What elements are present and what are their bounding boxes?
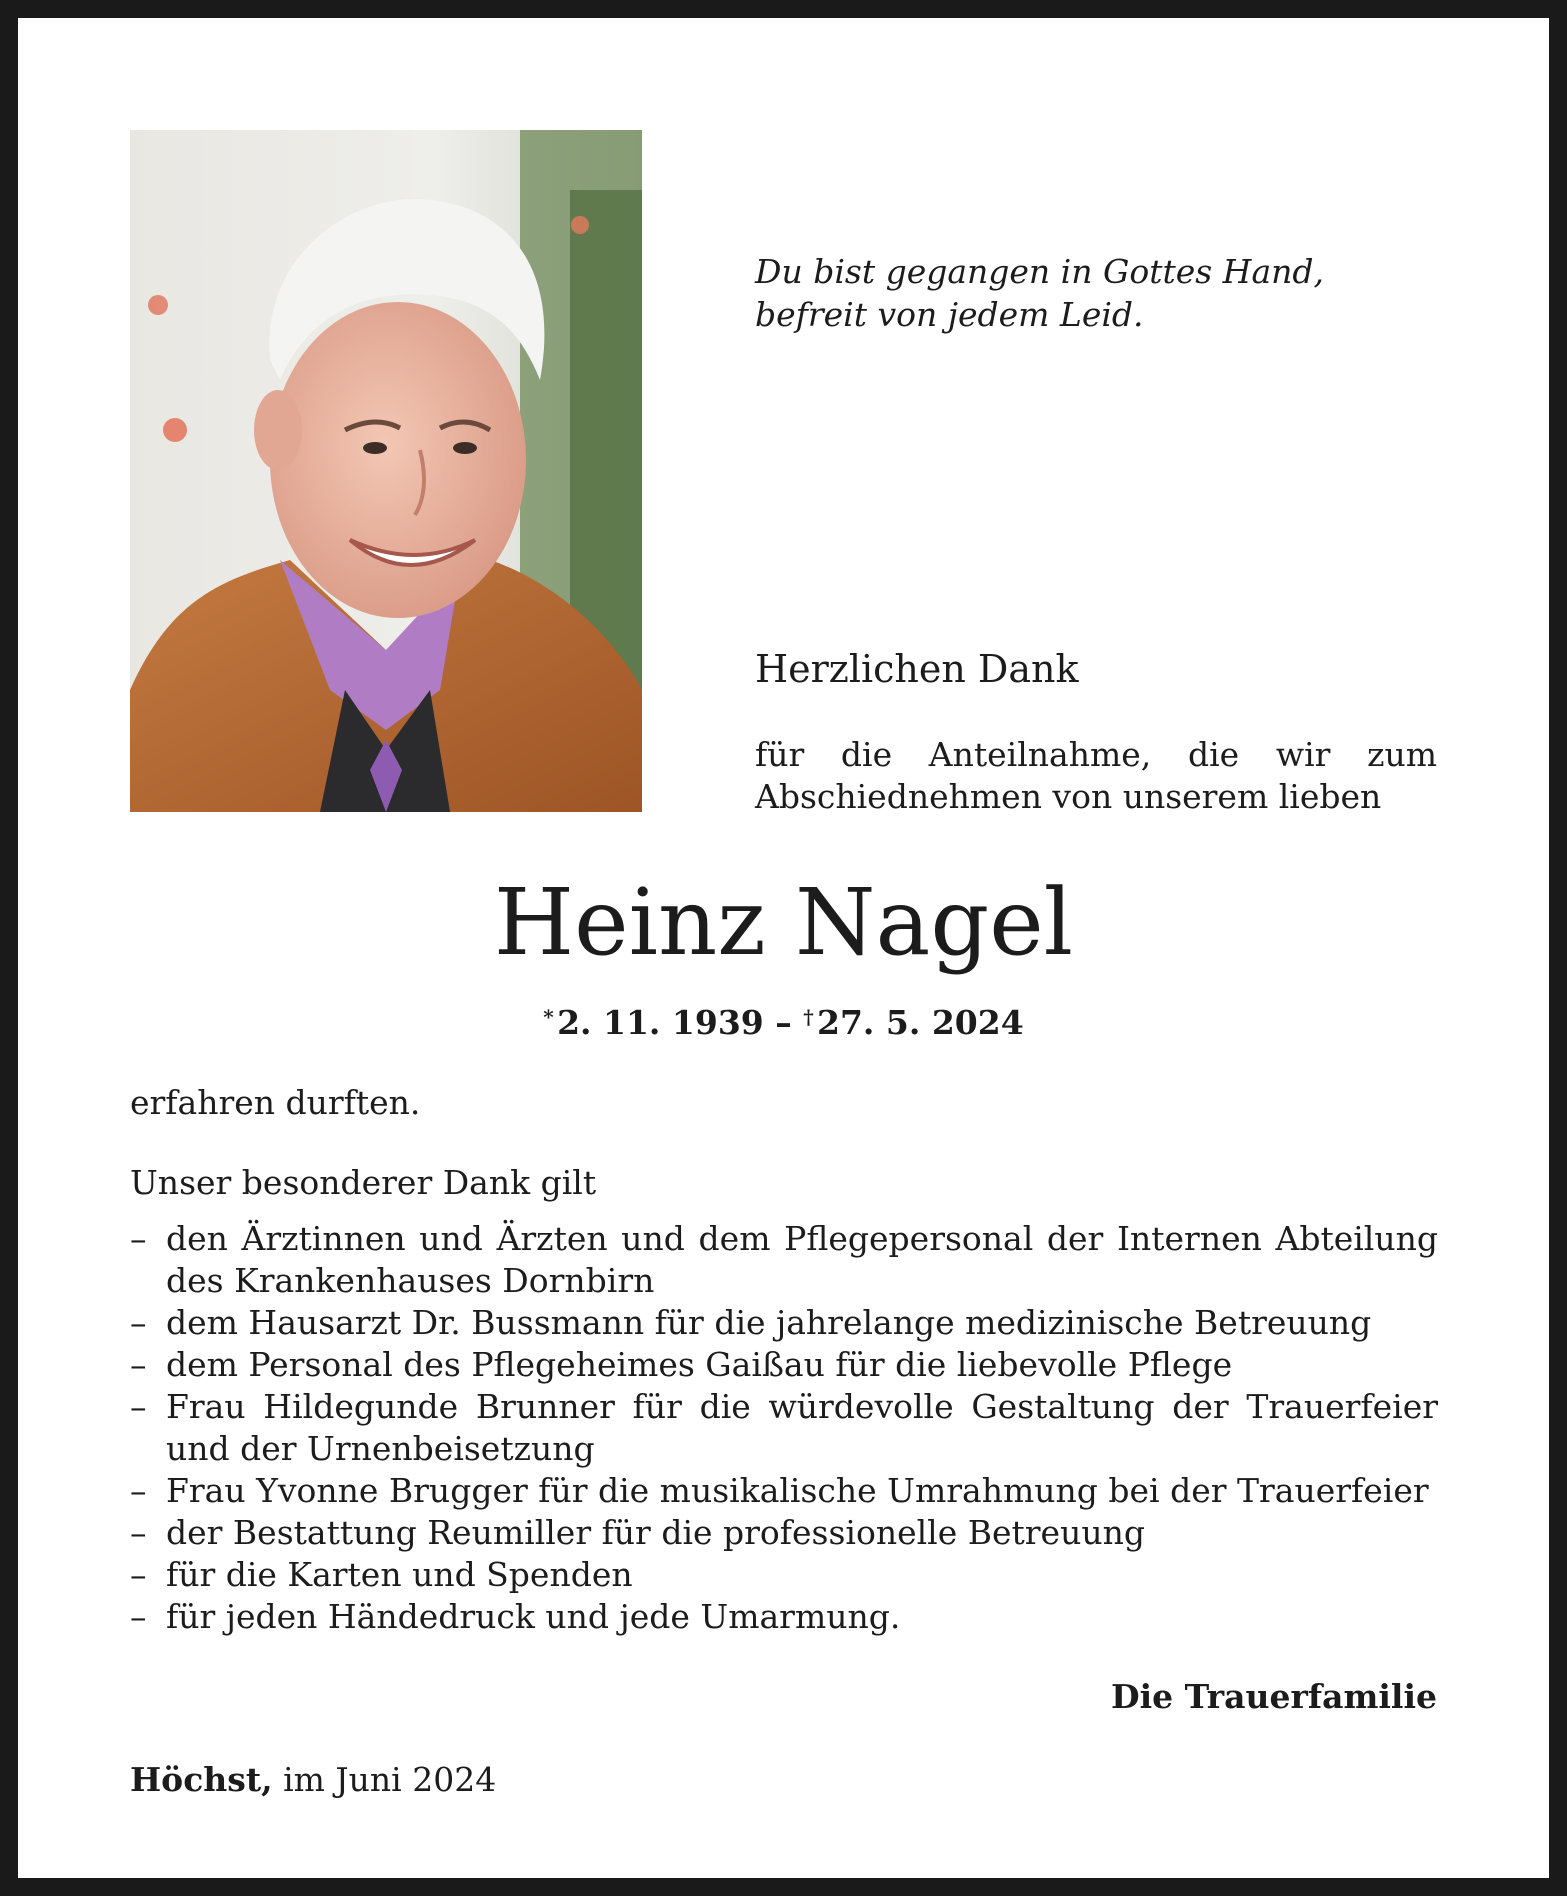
dash: – bbox=[130, 1303, 147, 1342]
place-town: Höchst, bbox=[130, 1760, 273, 1799]
deceased-name: Heinz Nagel bbox=[493, 869, 1074, 976]
dash: – bbox=[130, 1597, 147, 1636]
list-item bbox=[130, 1386, 1438, 1470]
quote-line: befreit von jedem Leid. bbox=[755, 295, 1144, 334]
list-item-text: Frau Hildegunde Brunner für die würdevolle Gestaltung der Trauerfeier und der Urnenbeisetzung bbox=[166, 1387, 1438, 1468]
signature: Die Trauerfamilie bbox=[1110, 1677, 1437, 1716]
thanks-text bbox=[755, 734, 1437, 818]
list-item-text: für die Karten und Spenden bbox=[166, 1555, 633, 1594]
portrait-photo bbox=[130, 130, 642, 812]
dash: – bbox=[130, 1387, 147, 1426]
list-item-text: der Bestattung Reumiller für die professionelle Betreuung bbox=[166, 1513, 1145, 1552]
list-item bbox=[130, 1470, 1438, 1512]
birth-symbol: * bbox=[543, 1005, 554, 1029]
list-item bbox=[130, 1344, 1438, 1386]
special-thanks-list bbox=[130, 1218, 1438, 1638]
list-item bbox=[130, 1554, 1438, 1596]
death-date: 27. 5. 2024 bbox=[817, 1003, 1024, 1042]
dash: – bbox=[130, 1219, 147, 1258]
thanks-line: Abschiednehmen von unserem lieben bbox=[755, 777, 1382, 816]
list-item-text: Frau Yvonne Brugger für die musikalische Umrahmung bei der Trauerfeier bbox=[166, 1471, 1429, 1510]
quote-line: Du bist gegangen in Gottes Hand, bbox=[755, 252, 1324, 291]
thanks-title: Herzlichen Dank bbox=[755, 647, 1079, 691]
list-item bbox=[130, 1596, 1438, 1638]
birth-date: 2. 11. 1939 bbox=[557, 1003, 764, 1042]
dash: – bbox=[130, 1555, 147, 1594]
place-month: im Juni 2024 bbox=[283, 1760, 497, 1799]
death-symbol: † bbox=[803, 1005, 814, 1029]
date-separator: – bbox=[763, 1003, 804, 1042]
list-item-text: für jeden Händedruck und jede Umarmung. bbox=[166, 1597, 901, 1636]
list-item bbox=[130, 1218, 1438, 1302]
list-item bbox=[130, 1512, 1438, 1554]
special-thanks-intro: Unser besonderer Dank gilt bbox=[130, 1163, 597, 1202]
list-item-text: dem Personal des Pflegeheimes Gaißau für die liebevolle Pflege bbox=[166, 1345, 1233, 1384]
dash: – bbox=[130, 1513, 147, 1552]
thanks-line: für die Anteilnahme, die wir zum bbox=[755, 735, 1437, 774]
dash: – bbox=[130, 1471, 147, 1510]
place-date bbox=[130, 1759, 496, 1801]
list-item bbox=[130, 1302, 1438, 1344]
quote bbox=[755, 250, 1455, 336]
life-dates bbox=[0, 996, 1567, 1044]
list-item-text: dem Hausarzt Dr. Bussmann für die jahrelange medizinische Betreuung bbox=[166, 1303, 1372, 1342]
dash: – bbox=[130, 1345, 147, 1384]
continuation-text: erfahren durften. bbox=[130, 1083, 421, 1122]
list-item-text: den Ärztinnen und Ärzten und dem Pflegepersonal der Internen Abteilung des Krankenhauses Dornbirn bbox=[166, 1219, 1438, 1300]
